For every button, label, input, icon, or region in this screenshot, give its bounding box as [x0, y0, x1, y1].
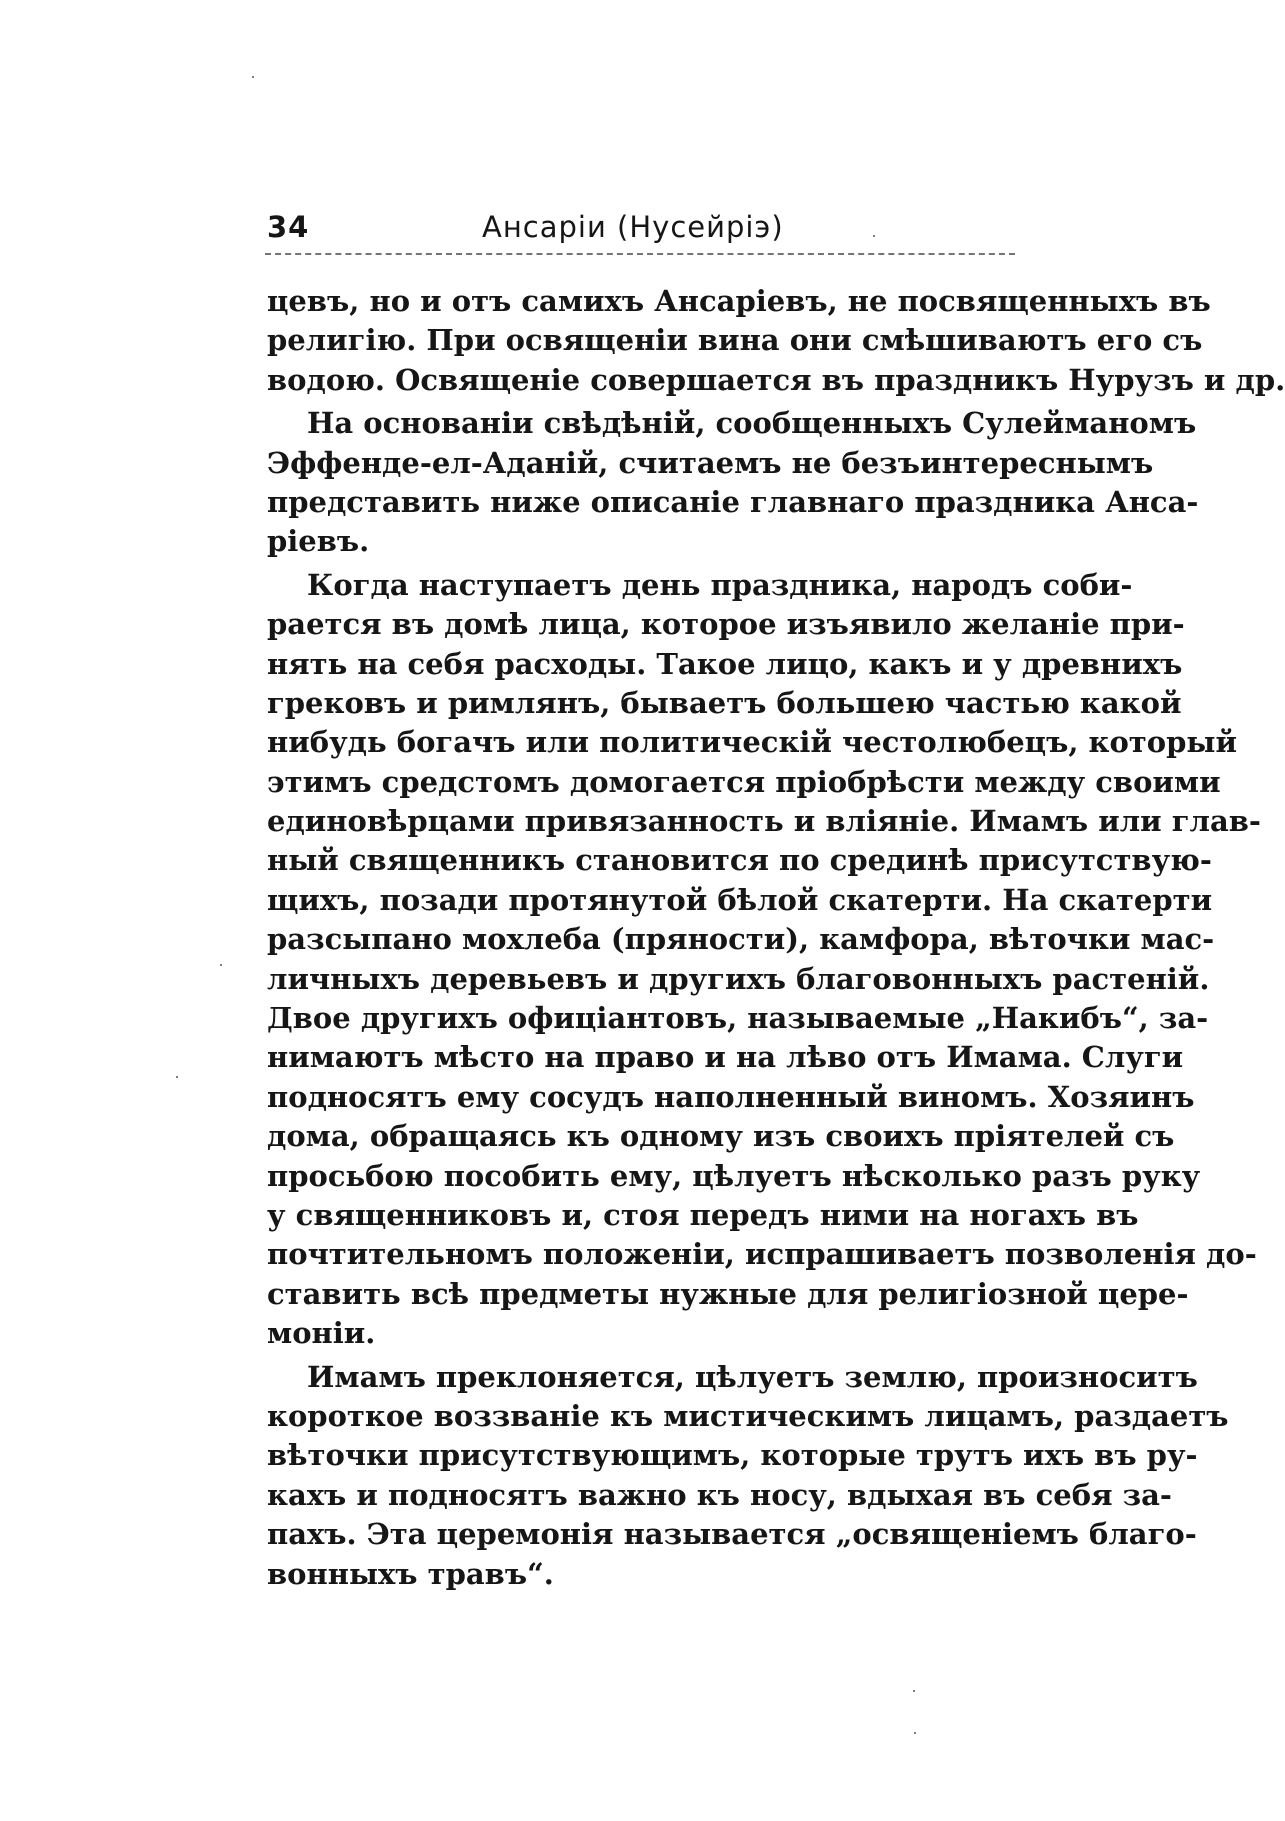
scan-speck [914, 1732, 916, 1734]
header-rule [265, 253, 1015, 255]
text-line: ставить всѣ предметы нужные для религіозной цере- [267, 1276, 1189, 1311]
text-line: личныхъ деревьевъ и другихъ благовонныхъ растеній. [267, 961, 1210, 996]
paragraph [267, 1358, 1229, 1594]
text-line: пахъ. Эта церемонія называется „освященіемъ благо- [267, 1517, 1197, 1552]
text-line: Когда наступаетъ день праздника, народъ соби- [307, 567, 1133, 602]
text-line: дома, обращаясь къ одному изъ своихъ пріятелей съ [267, 1119, 1175, 1154]
text-line: вонныхъ травъ“. [267, 1556, 554, 1591]
paragraph [267, 566, 1261, 1354]
text-line: просьбою пособить ему, цѣлуетъ нѣсколько разъ руку [267, 1158, 1201, 1193]
scan-speck [913, 1690, 915, 1692]
text-line: водою. Освященіе совершается въ праздникъ Нурузъ и др. [267, 362, 1285, 397]
text-line: почтительномъ положеніи, испрашиваетъ позволенія до- [267, 1237, 1257, 1272]
text-line: ный священникъ становится по срединѣ присутствую- [267, 843, 1212, 878]
text-line: моніи. [267, 1316, 376, 1351]
text-line: представить ниже описаніе главнаго праздника Анса- [267, 484, 1199, 519]
text-line: кахъ и подносятъ важно къ носу, вдыхая въ себя за- [267, 1477, 1172, 1512]
running-head [267, 210, 1014, 254]
text-line: Двое другихъ офиціантовъ, называемые „Накибъ“, за- [267, 1001, 1209, 1036]
text-line: нимаютъ мѣсто на право и на лѣво отъ Имама. Слуги [267, 1040, 1184, 1075]
text-line: религію. При освященіи вина они смѣшиваютъ его съ [267, 323, 1203, 358]
text-line: На основаніи свѣдѣній, сообщенныхъ Сулейманомъ [307, 406, 1197, 441]
text-line: рается въ домѣ лица, которое изъявило желаніе при- [267, 607, 1185, 642]
text-line: Имамъ преклоняется, цѣлуетъ землю, произноситъ [307, 1359, 1198, 1394]
text-line: нибудь богачъ или политическій честолюбецъ, который [267, 725, 1237, 760]
text-line: грековъ и римлянъ, бываетъ большею частью какой [267, 685, 1182, 720]
text-line: подносятъ ему сосудъ наполненный виномъ. Хозяинъ [267, 1079, 1195, 1114]
scan-speck [252, 76, 254, 78]
text-line: Эффенде-ел-Аданій, считаемъ не безъинтереснымъ [267, 445, 1154, 480]
text-line: разсыпано мохлеба (пряности), камфора, вѣточки мас- [267, 922, 1215, 957]
page-number: 34 [267, 210, 310, 244]
body-text [267, 282, 1285, 1594]
paragraph [267, 282, 1285, 400]
text-line: короткое воззваніе къ мистическимъ лицамъ, раздаетъ [267, 1398, 1229, 1433]
text-line: вѣточки присутствующимъ, которые трутъ ихъ въ ру- [267, 1438, 1198, 1473]
text-line: ріевъ. [267, 524, 370, 559]
paragraph [267, 404, 1199, 562]
text-line: цевъ, но и отъ самихъ Ансаріевъ, не посвященныхъ въ [267, 284, 1211, 318]
text-line: этимъ средстомъ домогается пріобрѣсти между своими [267, 764, 1221, 799]
scan-speck [176, 1076, 178, 1078]
text-line: у священниковъ и, стоя передъ ними на ногахъ въ [267, 1197, 1139, 1232]
text-line: щихъ, позади протянутой бѣлой скатерти. На скатерти [267, 882, 1213, 917]
scan-speck [873, 235, 875, 237]
scan-speck [220, 964, 222, 966]
text-line: единовѣрцами привязанность и вліяніе. Имамъ или глав- [267, 804, 1261, 839]
text-line: нять на себя расходы. Такое лицо, какъ и у древнихъ [267, 646, 1183, 681]
running-title: Ансаріи (Нусейріэ) [482, 210, 784, 244]
